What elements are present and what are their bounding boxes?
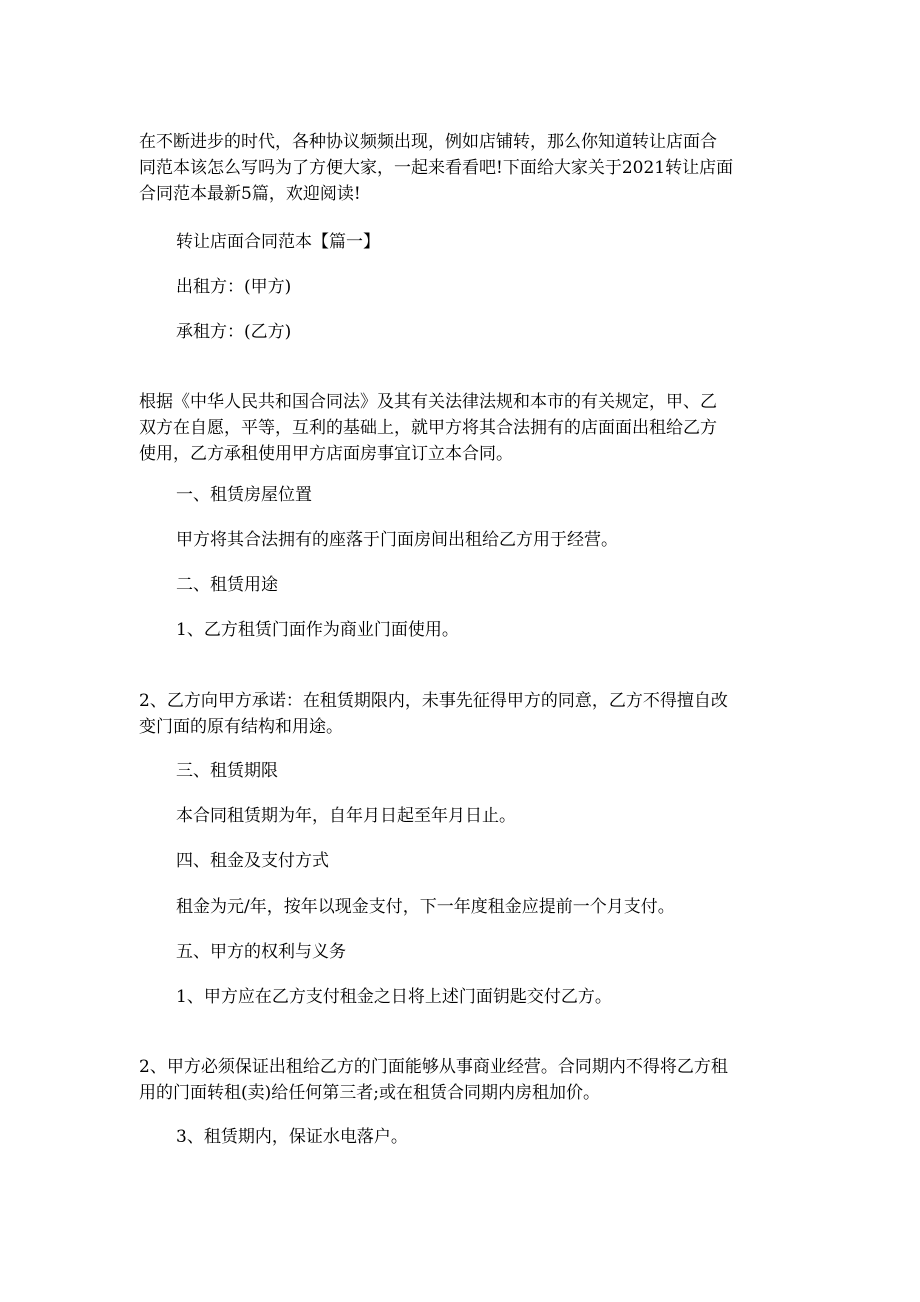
section-5-heading: 五、甲方的权利与义务 — [176, 942, 346, 962]
section-5-item-3: 3、租赁期内，保证水电落户。 — [176, 1127, 408, 1147]
section-5-item-2: 2、甲方必须保证出租给乙方的门面能够从事商业经营。合同期内不得将乙方租 用的门面转租(卖)给任何第三者;或在租赁合同期内房租加价。 — [139, 1057, 728, 1103]
contract-title: 转让店面合同范本【篇一】 — [176, 232, 380, 252]
section-2-heading: 二、租赁用途 — [176, 575, 278, 595]
section-4-text: 租金为元/年，按年以现金支付，下一年度租金应提前一个月支付。 — [176, 897, 675, 917]
section-2-item-1: 1、乙方租赁门面作为商业门面使用。 — [176, 620, 459, 640]
section-4-heading: 四、租金及支付方式 — [176, 851, 329, 871]
section-3-heading: 三、租赁期限 — [176, 761, 278, 781]
lessee-line: 承租方：(乙方) — [176, 322, 292, 342]
preamble-paragraph: 根据《中华人民共和国合同法》及其有关法律法规和本市的有关规定，甲、乙 双方在自愿，平等，互利的基础上，就甲方将其合法拥有的店面面出租给乙方 使用，乙方承租使用甲方店面房事宜订立本合同。 — [139, 392, 717, 464]
section-1-heading: 一、租赁房屋位置 — [176, 485, 312, 505]
section-3-text: 本合同租赁期为年，自年月日起至年月日止。 — [176, 806, 516, 826]
lessor-line: 出租方：(甲方) — [176, 277, 292, 297]
section-2-item-2: 2、乙方向甲方承诺：在租赁期限内，未事先征得甲方的同意，乙方不得擅自改 变门面的原有结构和用途。 — [139, 691, 728, 737]
section-1-text: 甲方将其合法拥有的座落于门面房间出租给乙方用于经营。 — [176, 530, 618, 550]
section-5-item-1: 1、甲方应在乙方支付租金之日将上述门面钥匙交付乙方。 — [176, 987, 612, 1007]
intro-paragraph: 在不断进步的时代，各种协议频频出现，例如店铺转，那么你知道转让店面合 同范本该怎么写吗为了方便大家，一起来看看吧!下面给大家关于2021转让店面 合同范本最新5篇，欢迎阅读! — [139, 132, 734, 204]
